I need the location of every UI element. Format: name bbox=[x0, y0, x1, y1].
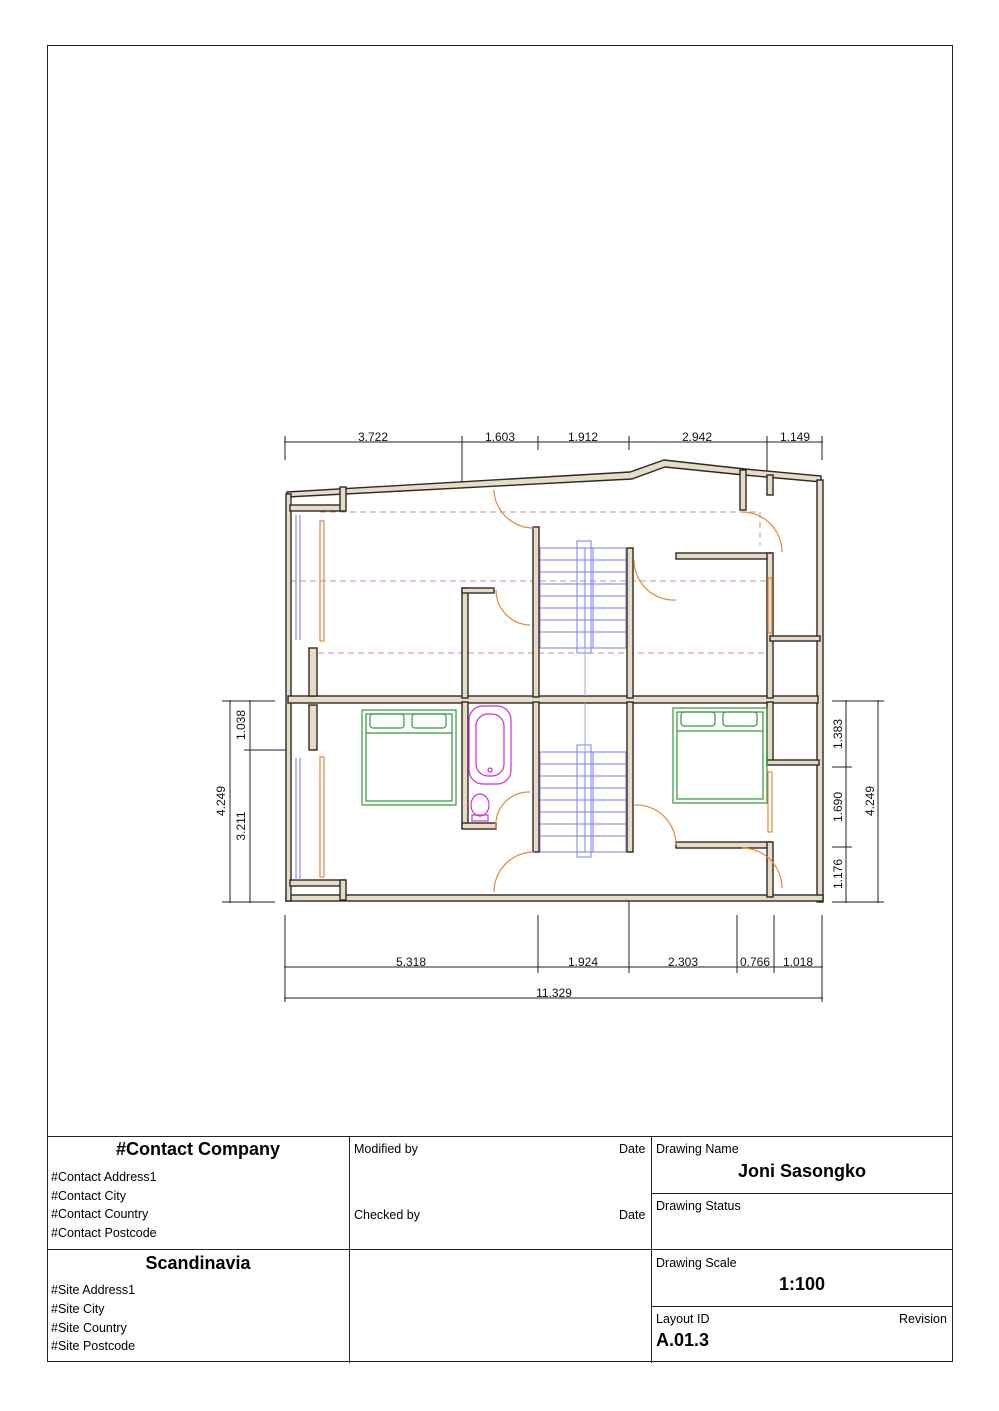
date-label-checked: Date bbox=[619, 1208, 646, 1222]
layout-id-label: Layout ID bbox=[656, 1312, 710, 1326]
dim-bottom-4: 0.766 bbox=[739, 955, 771, 969]
drawing-name-label: Drawing Name bbox=[656, 1142, 739, 1156]
dim-bottom-2: 1.924 bbox=[567, 955, 599, 969]
dim-left-2: 3.211 bbox=[234, 811, 248, 841]
contact-postcode: #Contact Postcode bbox=[51, 1226, 157, 1240]
site-address: #Site Address1 bbox=[51, 1283, 136, 1297]
dim-right-3: 1.176 bbox=[831, 858, 845, 890]
dim-right-1: 1.383 bbox=[831, 718, 845, 750]
dim-bottom-1: 5.318 bbox=[395, 955, 427, 969]
dim-top-1: 3.722 bbox=[357, 430, 389, 444]
dim-right-2: 1.690 bbox=[831, 791, 845, 823]
contact-company: #Contact Company bbox=[115, 1139, 281, 1159]
site-name: Scandinavia bbox=[145, 1253, 251, 1273]
dim-bottom-5: 1.018 bbox=[782, 955, 814, 969]
modified-by-label: Modified by bbox=[354, 1142, 418, 1156]
dim-left-3: 4.249 bbox=[214, 785, 228, 817]
dim-top-3: 1.912 bbox=[567, 430, 599, 444]
dim-top-2: 1.603 bbox=[484, 430, 516, 444]
drawing-scale-label: Drawing Scale bbox=[656, 1256, 737, 1270]
contact-address: #Contact Address1 bbox=[51, 1170, 157, 1184]
site-postcode: #Site Postcode bbox=[51, 1339, 136, 1353]
drawing-name: Joni Sasongko bbox=[737, 1161, 867, 1181]
dim-left-1: 1.038 bbox=[234, 709, 248, 741]
floor-slab bbox=[288, 463, 820, 900]
drawing-scale: 1:100 bbox=[778, 1274, 826, 1294]
dim-bottom-3: 2.303 bbox=[667, 955, 699, 969]
drawing-status-label: Drawing Status bbox=[656, 1199, 741, 1213]
revision-label: Revision bbox=[899, 1312, 947, 1326]
layout-id: A.01.3 bbox=[656, 1330, 710, 1350]
checked-by-label: Checked by bbox=[354, 1208, 421, 1222]
dim-top-5: 1.149 bbox=[779, 430, 811, 444]
site-country: #Site Country bbox=[51, 1321, 127, 1335]
dim-top-4: 2.942 bbox=[681, 430, 713, 444]
dim-right-4: 4.249 bbox=[863, 785, 877, 817]
date-label-modified: Date bbox=[619, 1142, 646, 1156]
contact-city: #Contact City bbox=[51, 1189, 127, 1203]
dim-overall: 11.329 bbox=[536, 986, 572, 1000]
title-block bbox=[47, 1136, 953, 1362]
site-city: #Site City bbox=[51, 1302, 105, 1316]
contact-country: #Contact Country bbox=[51, 1207, 149, 1221]
